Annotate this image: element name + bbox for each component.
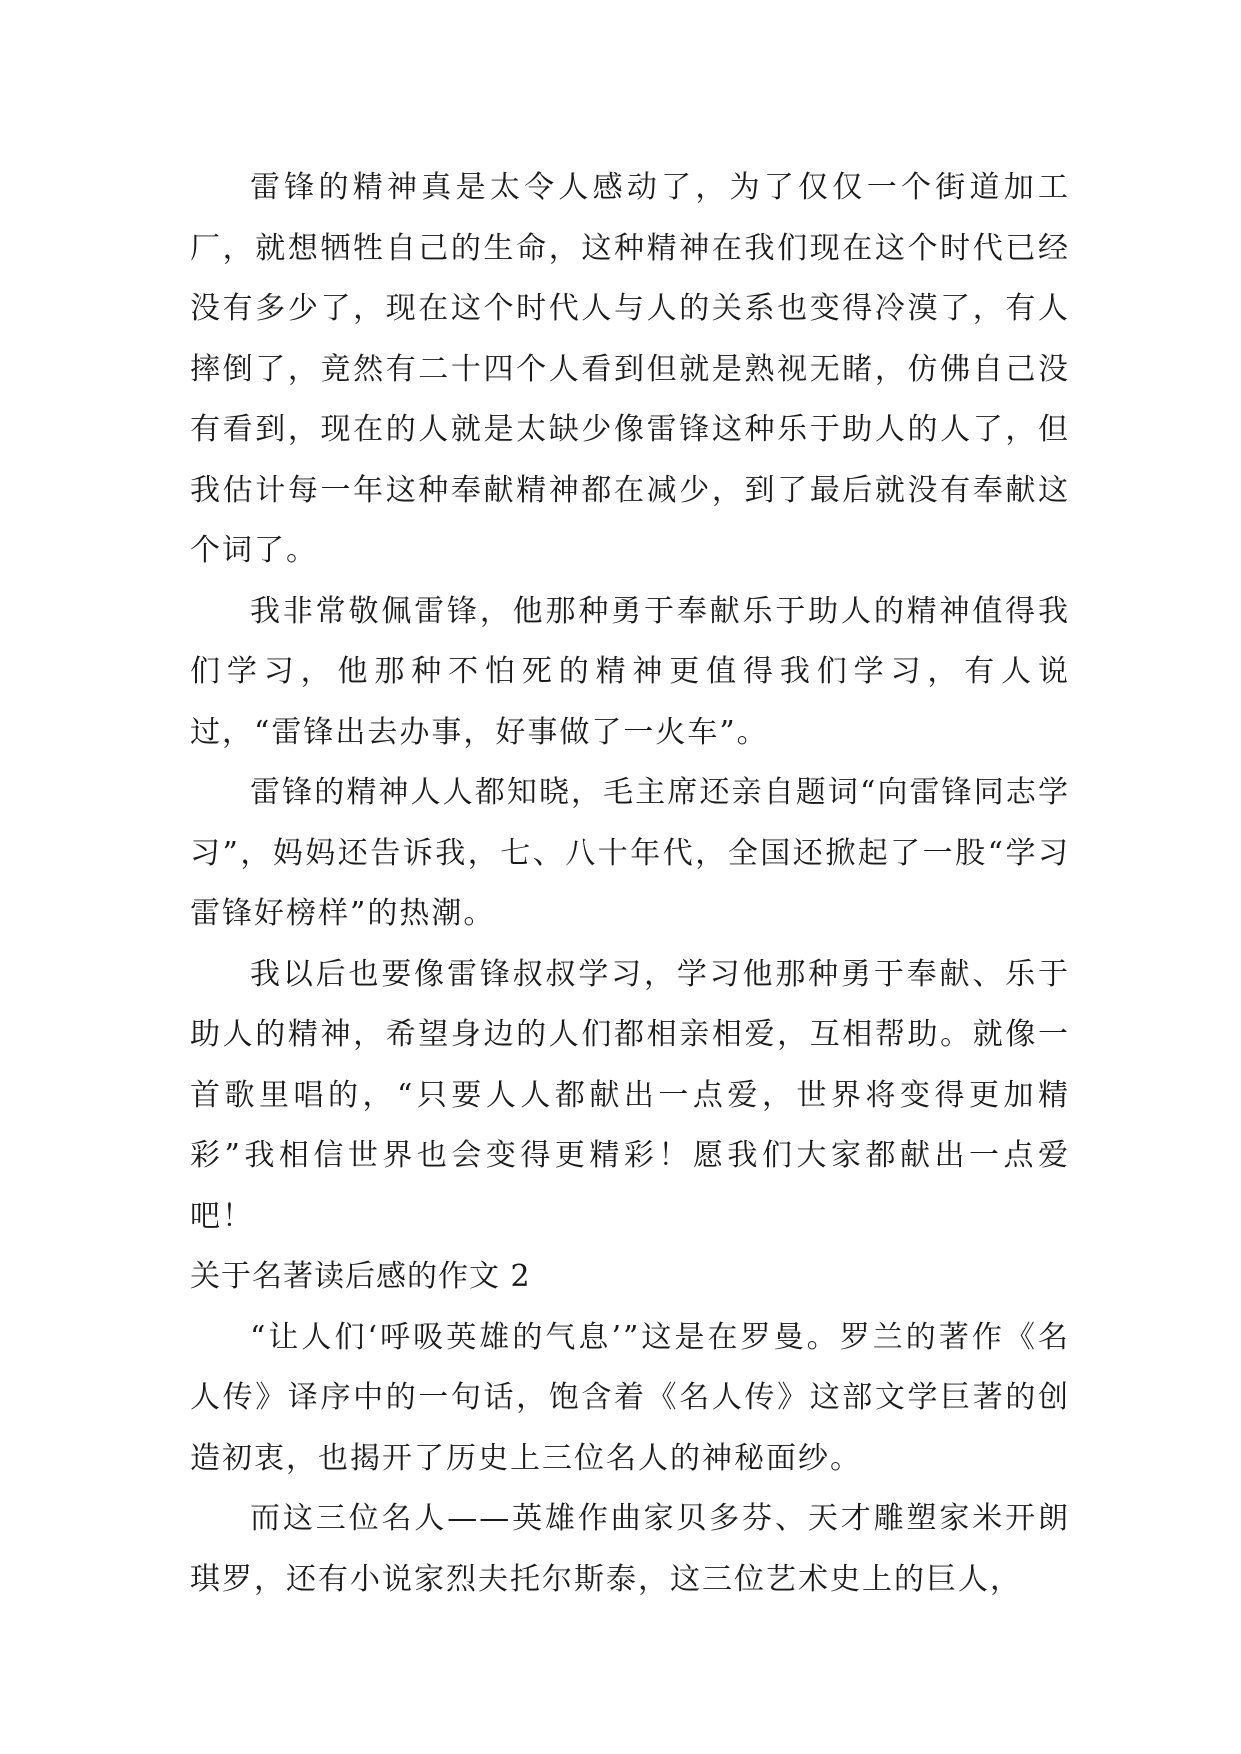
section-heading: 关于名著读后感的作文 2	[190, 1259, 531, 1294]
paragraph-5: “让人们‘呼吸英雄的气息’”这是在罗曼。罗兰的著作《名人传》译序中的一句话，饱含着《名人传》这部文学巨著的创造初衷，也揭开了历史上三位名人的神秘面纱。	[190, 1319, 1070, 1476]
paragraph-4: 我以后也要像雷锋叔叔学习，学习他那种勇于奉献、乐于助人的精神，希望身边的人们都相亲相爱，互相帮助。就像一首歌里唱的，“只要人人都献出一点爱，世界将变得更加精彩”我相信世界也会变得更精彩！愿我们大家都献出一点爱吧！	[190, 956, 1070, 1234]
paragraph-1: 雷锋的精神真是太令人感动了，为了仅仅一个街道加工厂，就想牺牲自己的生命，这种精神在我们现在这个时代已经没有多少了，现在这个时代人与人的关系也变得冷漠了，有人摔倒了，竟然有二十四个人看到但就是熟视无睹，仿佛自己没有看到，现在的人就是太缺少像雷锋这种乐于助人的人了，但我估计每一年这种奉献精神都在减少，到了最后就没有奉献这个词了。	[190, 170, 1070, 568]
paragraph-6: 而这三位名人——英雄作曲家贝多芬、天才雕塑家米开朗琪罗，还有小说家烈夫托尔斯泰，这三位艺术史上的巨人，	[190, 1501, 1070, 1597]
paragraph-3: 雷锋的精神人人都知晓，毛主席还亲自题词“向雷锋同志学习”，妈妈还告诉我，七、八十年代，全国还掀起了一股“学习雷锋好榜样”的热潮。	[190, 775, 1070, 931]
paragraph-2: 我非常敬佩雷锋，他那种勇于奉献乐于助人的精神值得我们学习，他那种不怕死的精神更值得我们学习，有人说过，“雷锋出去办事，好事做了一火车”。	[190, 593, 1070, 750]
document-body	[190, 158, 1070, 1610]
